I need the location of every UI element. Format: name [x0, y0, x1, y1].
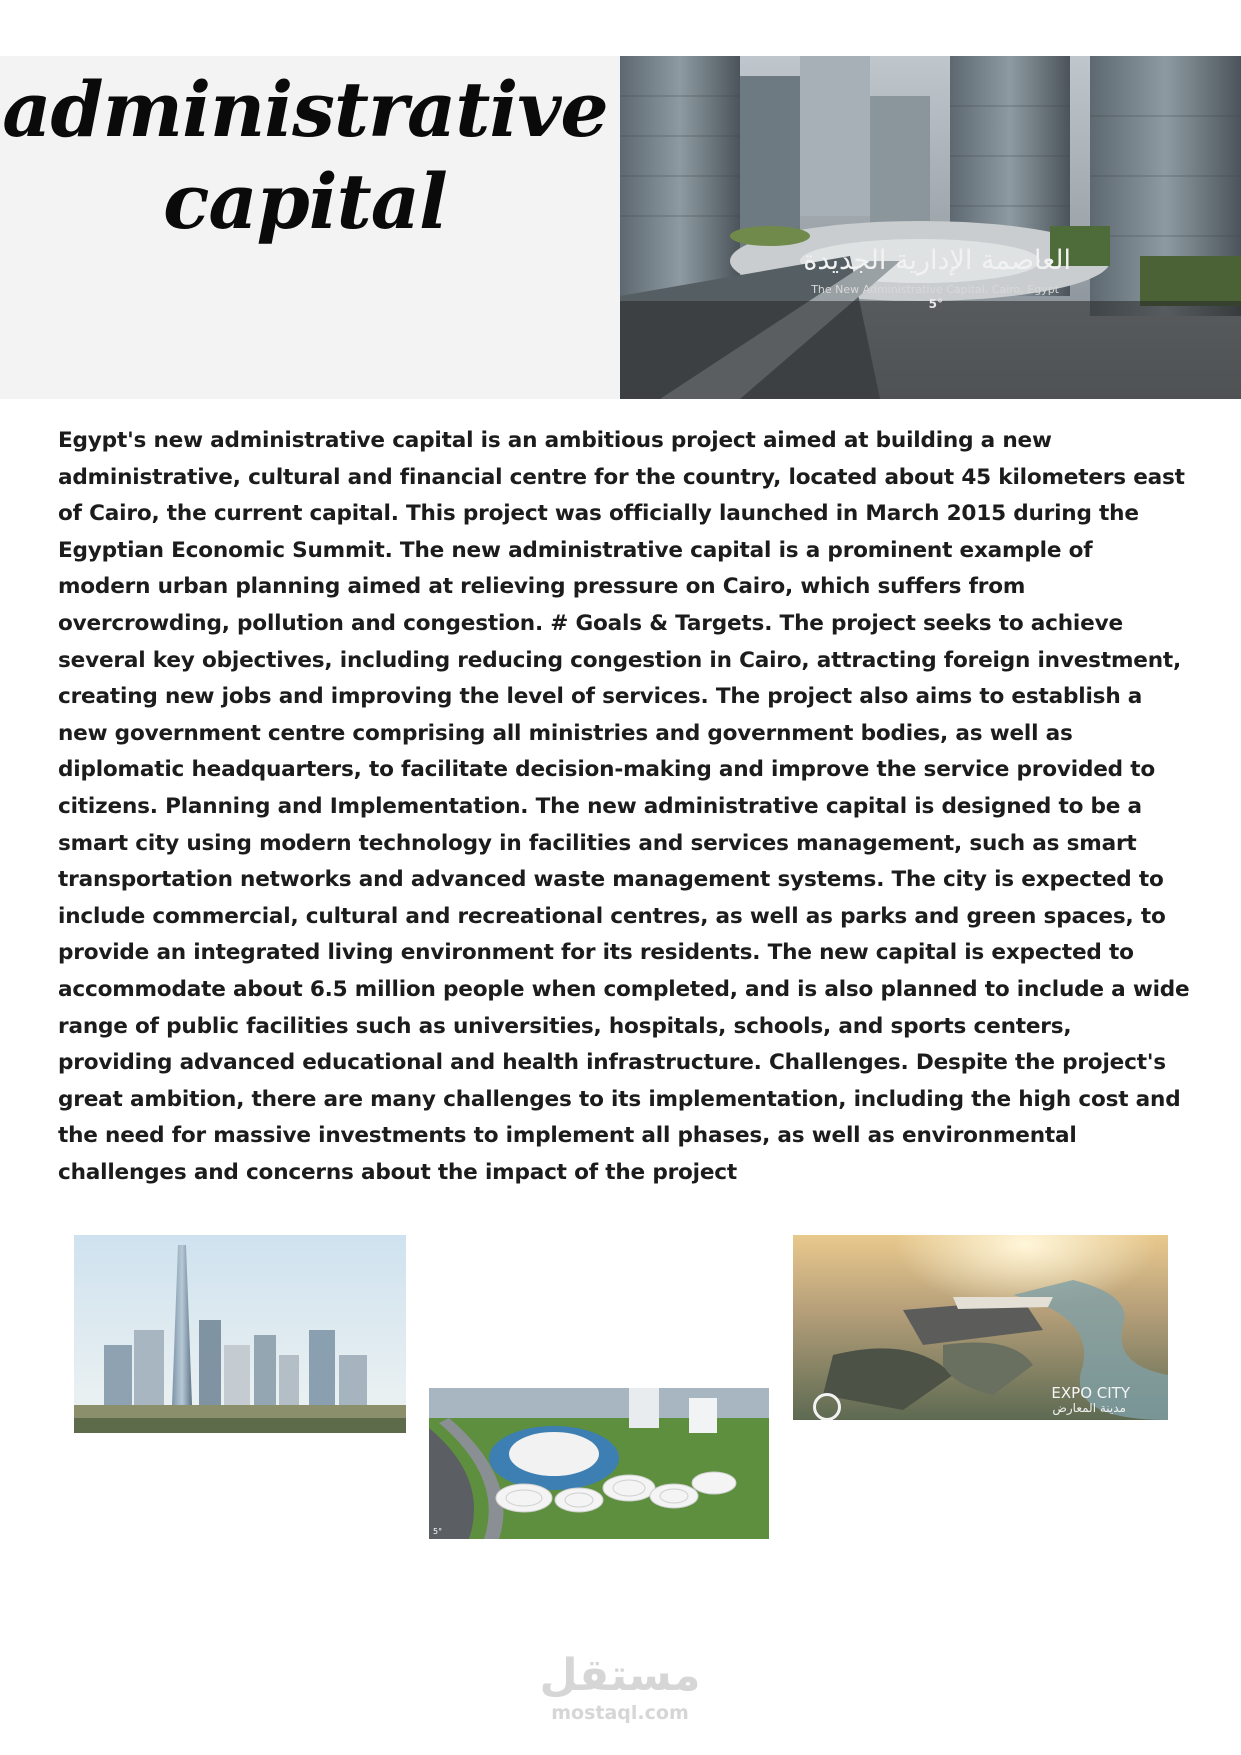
- watermark-latin: mostaql.com: [551, 1702, 689, 1724]
- hero-city-image: [620, 56, 1241, 399]
- expo-logo-icon: [813, 1393, 841, 1420]
- page-title: [0, 64, 610, 248]
- expo-english-caption: EXPO CITY: [1051, 1384, 1130, 1402]
- skyline-illustration: [74, 1235, 406, 1433]
- hero-caption-band: [620, 297, 1241, 399]
- circular-buildings-illustration: [429, 1388, 769, 1539]
- hero-english-caption: The New Administrative Capital, Cairo, Egypt: [811, 283, 1059, 296]
- skyline-image: [74, 1235, 406, 1433]
- expo-arabic-caption: مدينة المعارض: [1052, 1401, 1126, 1415]
- body-paragraph: Egypt's new administrative capital is an ambitious project aimed at building a new administrative, cultural and financial centre for the country, located about 45 kilometers east of Cairo, the current capital. This project was officially launched in March 2015 during the Egyptian Economic Summit. The new administrative capital is a prominent example of modern urban planning aimed at relieving pressure on Cairo, which suffers from overcrowding, pollution and congestion. # Goals & Targets. The project seeks to achieve several key objectives, including reducing congestion in Cairo, attracting foreign investment, creating new jobs and improving the level of services. The project also aims to establish a new government centre comprising all ministries and government bodies, as well as diplomatic headquarters, to facilitate decision-making and improve the service provided to citizens. Planning and Implementation. The new administrative capital is designed to be a smart city using modern technology in facilities and services management, such as smart transportation networks and advanced waste management systems. The city is expected to include commercial, cultural and recreational centres, as well as parks and green spaces, to provide an integrated living environment for its residents. The new capital is expected to accommodate about 6.5 million people when completed, and is also planned to include a wide range of public facilities such as universities, hospitals, schools, and sports centers, providing advanced educational and health infrastructure. Challenges. Despite the project's great ambition, there are many challenges to its implementation, including the high cost and the need for massive investments to implement all phases, as well as environmental challenges and concerns about the impact of the project: [58, 428, 1190, 1185]
- title-line-2: capital: [163, 157, 447, 246]
- hero-arabic-caption: العاصمة الإدارية الجديدة: [803, 245, 1071, 276]
- watermark: [520, 1650, 720, 1724]
- expo-city-image: [793, 1235, 1168, 1420]
- watermark-arabic: مستقل: [539, 1650, 701, 1701]
- title-line-1: administrative: [2, 65, 608, 154]
- circular-buildings-image: [429, 1388, 769, 1539]
- circular-buildings-caption: 5°: [433, 1527, 443, 1536]
- hero-logo: 5°: [928, 297, 943, 311]
